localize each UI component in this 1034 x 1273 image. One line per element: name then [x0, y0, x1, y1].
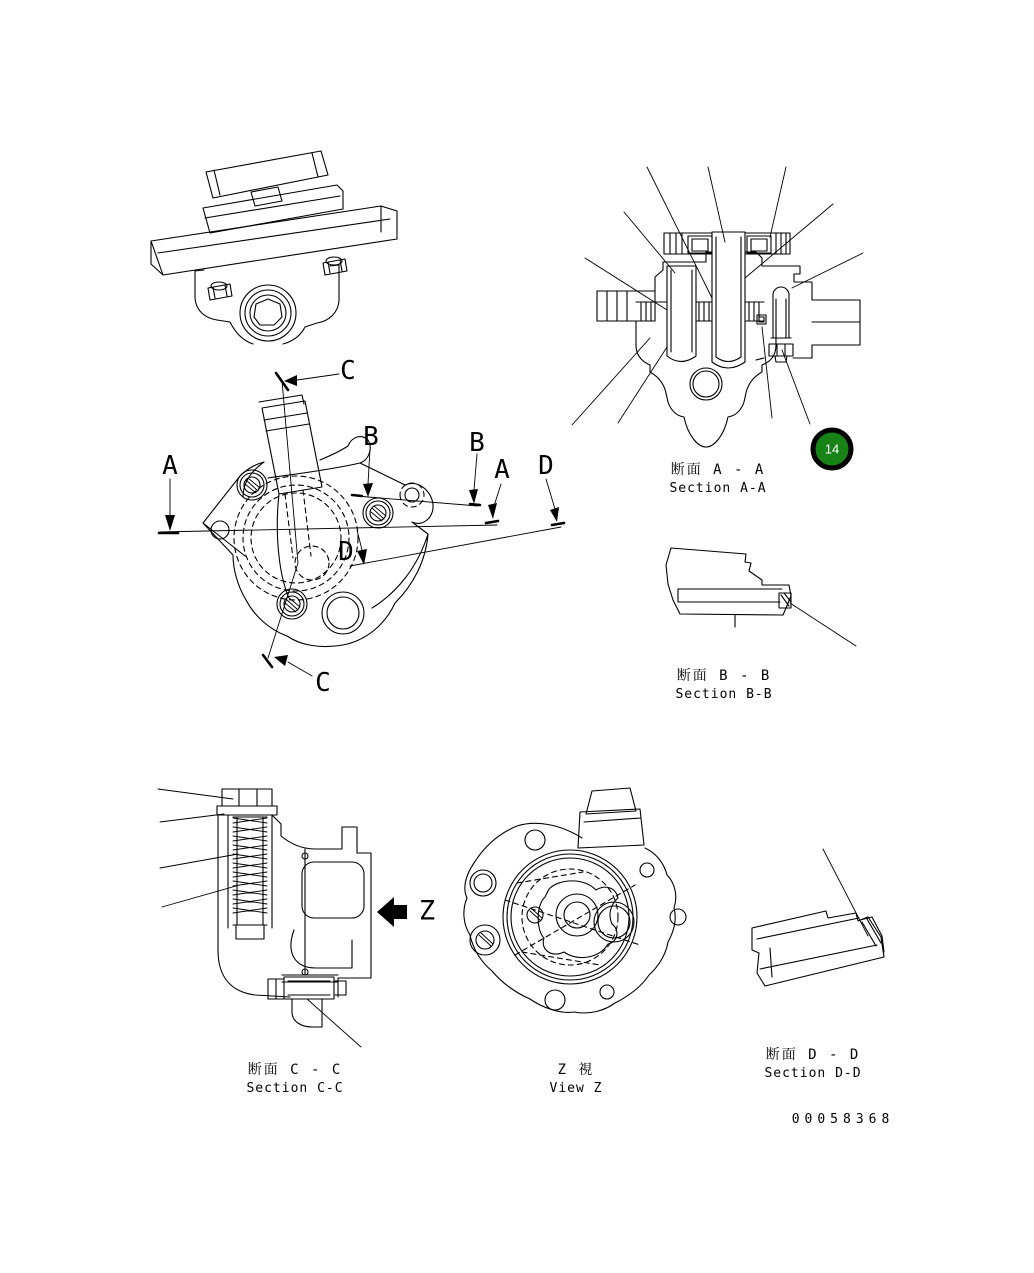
mount-hole: [690, 368, 722, 400]
section-cc-caption: [246, 1061, 343, 1098]
section-bb-caption: [675, 667, 772, 704]
drawing-number: 00058368: [791, 1112, 895, 1127]
left-plunger: [667, 266, 696, 362]
section-marker-d-right: D: [538, 451, 554, 481]
pump-body-bottom: [636, 321, 776, 447]
section-marker-b-right: B: [469, 428, 485, 458]
cut-line-d: [350, 527, 561, 566]
view-z-hub: [556, 894, 598, 936]
view-z-caption-en: View Z: [549, 1081, 603, 1096]
pump-upper-block: [203, 185, 343, 233]
pump-left-lug: [208, 284, 232, 300]
front-hole-bottom-right: [322, 592, 364, 634]
section-dd-caption-en: Section D-D: [764, 1066, 862, 1081]
section-dd-leader: [823, 849, 868, 936]
section-marker-c-top: C: [340, 356, 356, 386]
view-z-fitting: [578, 788, 644, 848]
view-z-rotor: [538, 881, 618, 958]
section-cc-caption-jp: 断面 C - C: [247, 1062, 343, 1078]
side-bolt: [769, 287, 793, 362]
section-dd-drawing: [752, 849, 884, 986]
section-dd-caption-jp: 断面 D - D: [765, 1047, 861, 1063]
pump-lower-casting: [195, 265, 339, 344]
relief-valve-cap: [217, 789, 277, 815]
relief-spring: [233, 818, 267, 913]
pump-right-lug: [323, 259, 347, 275]
section-bb-seat: [779, 593, 791, 608]
center-plunger: [712, 232, 745, 368]
part-callout-badge[interactable]: [811, 428, 854, 471]
section-marker-a-right: A: [494, 455, 510, 485]
pump-port-boss: [240, 285, 296, 341]
bottom-bolt: [268, 975, 346, 999]
section-cc-drawing: [158, 789, 371, 1047]
view-z-bore: [503, 850, 637, 984]
view-z-arrow-label: Z: [418, 895, 436, 927]
view-z-caption: [550, 1061, 603, 1098]
section-aa-caption: [669, 461, 766, 498]
front-bolt-right: [363, 498, 393, 528]
section-marker-a-left: A: [162, 451, 178, 481]
section-aa-leader-lines: [572, 167, 863, 425]
section-marker-b-left: B: [363, 422, 379, 452]
section-cc-caption-en: Section C-C: [246, 1081, 344, 1096]
pump-body-outline: [655, 252, 860, 360]
part-callout-number: 14: [824, 441, 840, 457]
pump-handle-bar: [206, 151, 328, 198]
section-aa-drawing: [572, 167, 863, 447]
pump-main-block: [151, 206, 397, 275]
view-z-caption-jp: Z 視: [557, 1062, 595, 1078]
section-bb-leader: [790, 603, 856, 646]
section-aa-caption-en: Section A-A: [669, 481, 767, 496]
front-bolt-top-left: [237, 470, 267, 500]
view-z-direction-arrow-icon: [377, 897, 407, 927]
front-view-drawing: [159, 373, 564, 676]
section-dd-caption: [764, 1046, 861, 1083]
section-aa-caption-jp: 断面 A - A: [670, 462, 766, 478]
section-marker-d-center: D: [338, 537, 354, 567]
pump-isometric-view: [151, 151, 397, 344]
valve-body-outline: [218, 815, 371, 997]
section-bb-drawing: [666, 548, 856, 646]
section-bb-caption-jp: 断面 B - B: [676, 668, 772, 684]
view-z-drawing: [464, 788, 686, 1013]
section-bb-caption-en: Section B-B: [675, 687, 773, 702]
section-marker-c-bottom: C: [315, 668, 331, 698]
section-bb-outline: [666, 548, 791, 615]
